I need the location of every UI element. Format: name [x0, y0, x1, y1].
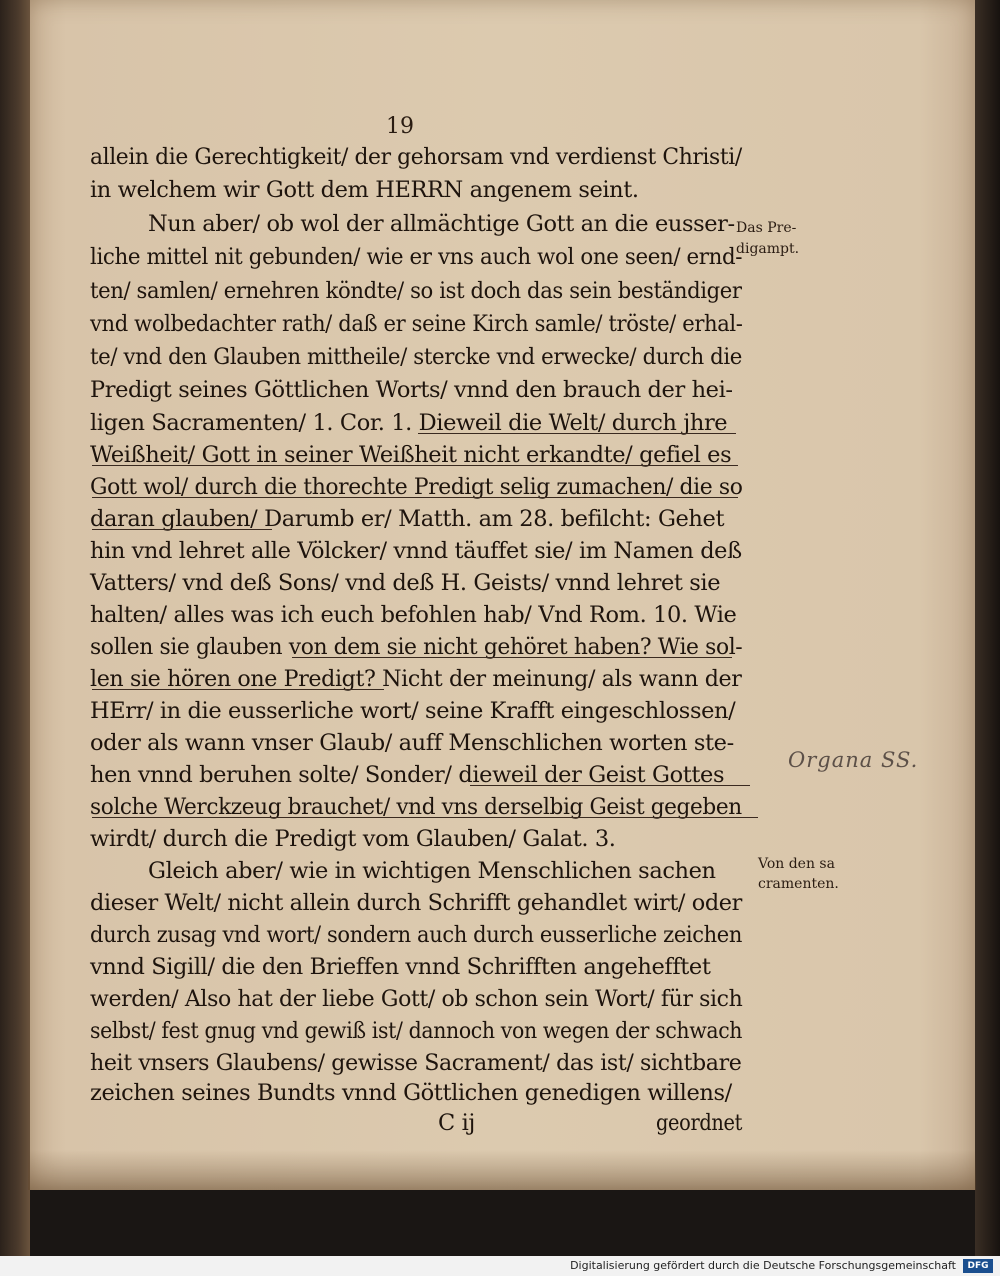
- text-line: te/ vnd den Glauben mittheile/ stercke vnd erwecke/ durch die: [90, 344, 743, 370]
- text-line: durch zusag vnd wort/ sondern auch durch eusserliche zeichen: [90, 922, 742, 948]
- dfg-logo-icon: DFG: [963, 1259, 993, 1273]
- margin-note: cramenten.: [758, 876, 839, 892]
- text-line: Nun aber/ ob wol der allmächtige Gott an die eusser-: [148, 211, 735, 237]
- text-line: allein die Gerechtigkeit/ der gehorsam vnd verdienst Christi/: [90, 144, 742, 170]
- text-line: Vatters/ vnd deß Sons/ vnd deß H. Geists/ vnnd lehret sie: [90, 570, 721, 596]
- text-line: HErr/ in die eusserliche wort/ seine Krafft eingeschlossen/: [90, 698, 736, 724]
- text-line: dieser Welt/ nicht allein durch Schrifft gehandlet wirt/ oder: [90, 890, 742, 916]
- text-line: heit vnsers Glaubens/ gewisse Sacrament/ das ist/ sichtbare: [90, 1050, 742, 1076]
- underline-mark: [92, 465, 738, 466]
- book-binding: [975, 0, 1000, 1256]
- text-line: daran glauben/ Darumb er/ Matth. am 28. befilcht: Gehet: [90, 506, 725, 532]
- underline-mark: [92, 817, 758, 818]
- text-line: oder als wann vnser Glaub/ auff Menschlichen worten ste-: [90, 730, 734, 756]
- text-line: Gott wol/ durch die thorechte Predigt selig zumachen/ die so: [90, 474, 743, 500]
- handwritten-note: Organa SS.: [788, 748, 919, 772]
- text-line: Weißheit/ Gott in seiner Weißheit nicht erkandte/ gefiel es: [90, 442, 732, 468]
- text-line: werden/ Also hat der liebe Gott/ ob schon sein Wort/ für sich: [90, 986, 743, 1012]
- text-line: liche mittel nit gebunden/ wie er vns auch wol one seen/ ernd-: [90, 244, 743, 270]
- margin-note: digampt.: [736, 241, 800, 257]
- margin-note: Von den sa: [758, 856, 835, 872]
- margin-note: Das Pre-: [736, 220, 797, 236]
- text-line: ligen Sacramenten/ 1. Cor. 1. Dieweil die Welt/ durch jhre: [90, 410, 728, 436]
- text-line: vnnd Sigill/ die den Brieffen vnnd Schrifften angehefftet: [90, 954, 711, 980]
- footer-credit: Digitalisierung gefördert durch die Deutsche Forschungsgemeinschaft: [570, 1259, 956, 1272]
- text-line: solche Werckzeug brauchet/ vnd vns derselbig Geist gegeben: [90, 794, 742, 820]
- text-line: wirdt/ durch die Predigt vom Glauben/ Galat. 3.: [90, 826, 616, 852]
- underline-mark: [92, 497, 738, 498]
- text-line: Gleich aber/ wie in wichtigen Menschlichen sachen: [148, 858, 716, 884]
- text-line: len sie hören one Predigt? Nicht der meinung/ als wann der: [90, 666, 742, 692]
- page-edge-left: [0, 0, 30, 1256]
- text-line: halten/ alles was ich euch befohlen hab/ Vnd Rom. 10. Wie: [90, 602, 737, 628]
- text-line: hen vnnd beruhen solte/ Sonder/ dieweil der Geist Gottes: [90, 762, 725, 788]
- text-line: zeichen seines Bundts vnnd Göttlichen genedigen willens/: [90, 1080, 732, 1106]
- signature-mark: C ij: [438, 1110, 475, 1136]
- underline-mark: [470, 785, 750, 786]
- catchword: geordnet: [656, 1110, 743, 1136]
- text-line: vnd wolbedachter rath/ daß er seine Kirch samle/ tröste/ erhal-: [90, 311, 743, 337]
- text-line: selbst/ fest gnug vnd gewiß ist/ dannoch von wegen der schwach: [90, 1018, 743, 1044]
- text-line: ten/ samlen/ ernehren köndte/ so ist doch das sein beständiger: [90, 278, 742, 304]
- underline-mark: [418, 433, 736, 434]
- underline-mark: [92, 529, 272, 530]
- text-line: Predigt seines Göttlichen Worts/ vnnd den brauch der hei-: [90, 377, 733, 403]
- underline-mark: [92, 689, 384, 690]
- text-line: hin vnd lehret alle Völcker/ vnnd täuffet sie/ im Namen deß: [90, 538, 742, 564]
- underline-mark: [292, 657, 732, 658]
- page-number: 19: [386, 114, 414, 139]
- text-line: in welchem wir Gott dem HERRN angenem seint.: [90, 177, 639, 203]
- text-line: sollen sie glauben von dem sie nicht gehöret haben? Wie sol-: [90, 634, 743, 660]
- page-shadow: [28, 1150, 976, 1190]
